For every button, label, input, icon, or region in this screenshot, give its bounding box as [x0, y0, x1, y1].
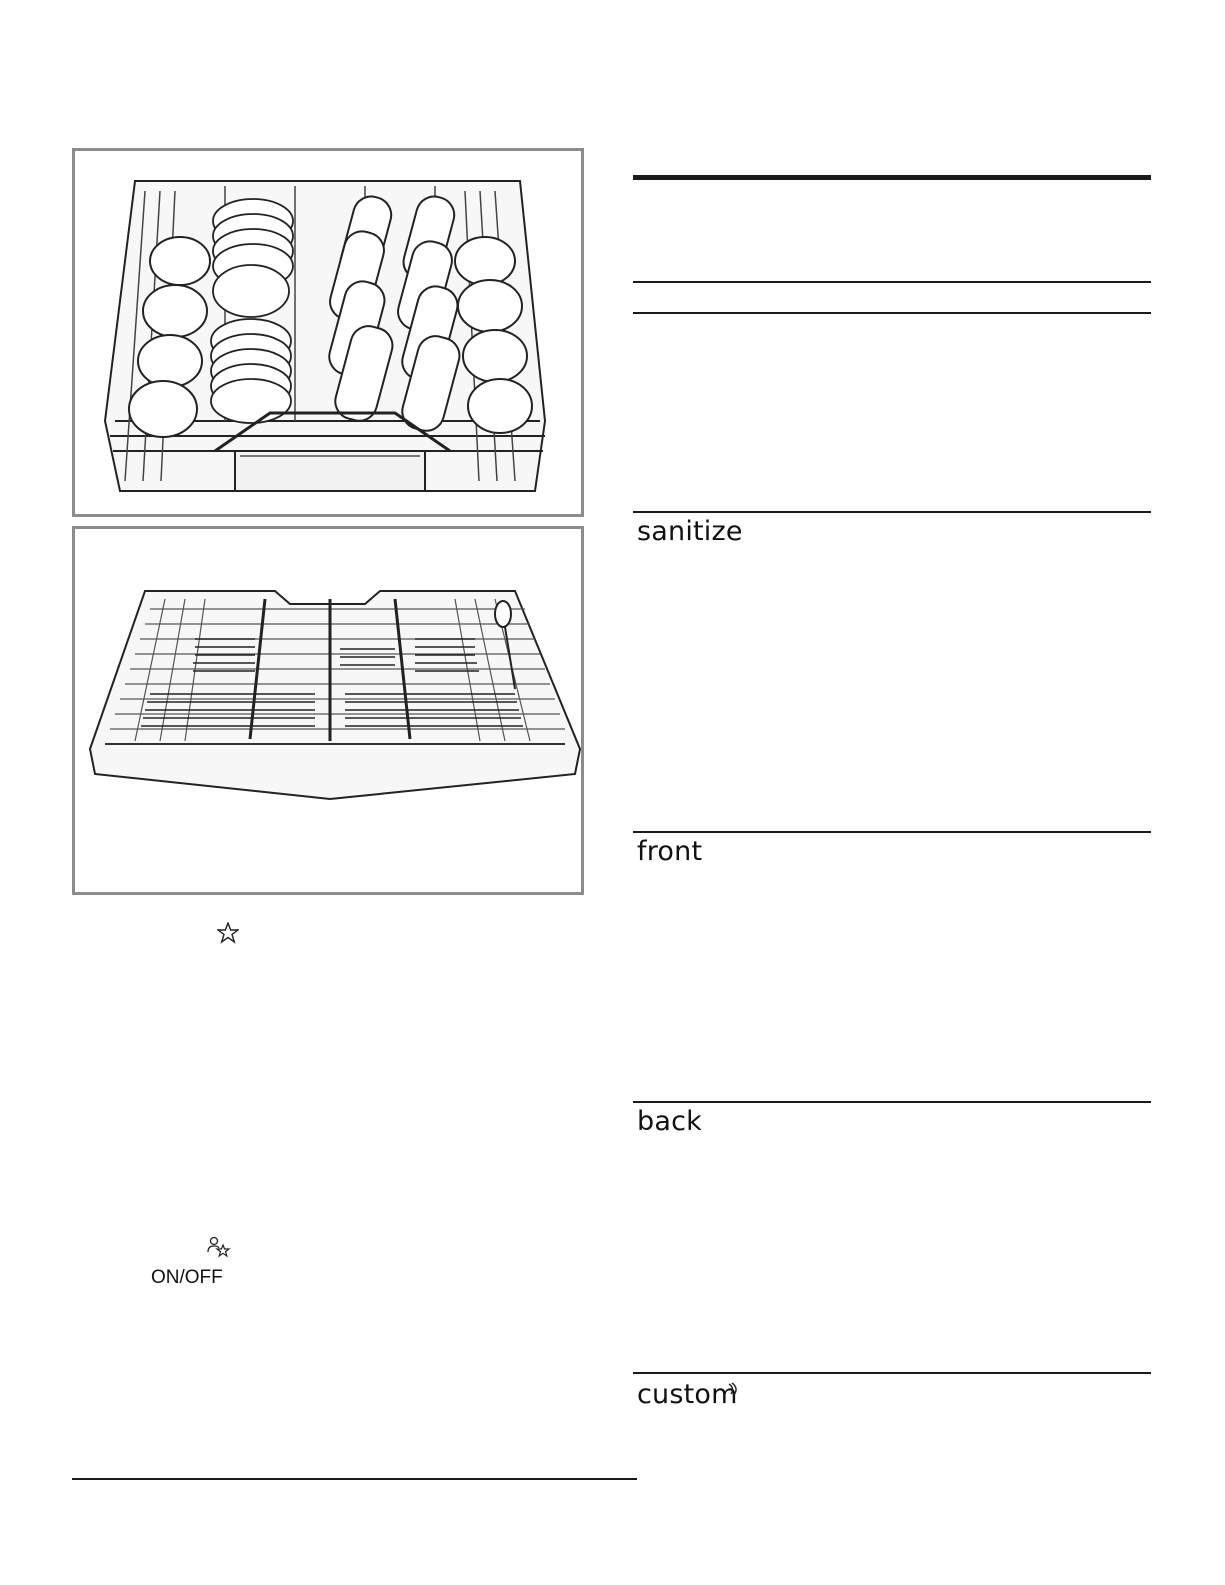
- dishwasher-upper-rack-illustration: [75, 151, 581, 514]
- wifi-signal-icon: [727, 1382, 739, 1396]
- table-rule: [633, 1101, 1151, 1103]
- table-rule: [633, 831, 1151, 833]
- sanitize-label: sanitize: [637, 516, 743, 547]
- upper-rack-figure: [72, 148, 584, 517]
- third-rack-figure: [72, 526, 584, 895]
- table-rule: [633, 511, 1151, 513]
- star-icon: [217, 922, 239, 944]
- person-star-icon: [207, 1236, 231, 1258]
- table-rule: [633, 312, 1151, 314]
- dishwasher-cutlery-rack-illustration: [75, 529, 581, 892]
- table-rule: [633, 281, 1151, 283]
- table-top-rule: [633, 175, 1151, 180]
- footer-rule: [72, 1478, 637, 1480]
- front-label: front: [637, 836, 703, 867]
- onoff-label: ON/OFF: [151, 1267, 223, 1288]
- table-rule: [633, 1372, 1151, 1374]
- back-label: back: [637, 1106, 702, 1137]
- custom-label: custom: [637, 1379, 738, 1410]
